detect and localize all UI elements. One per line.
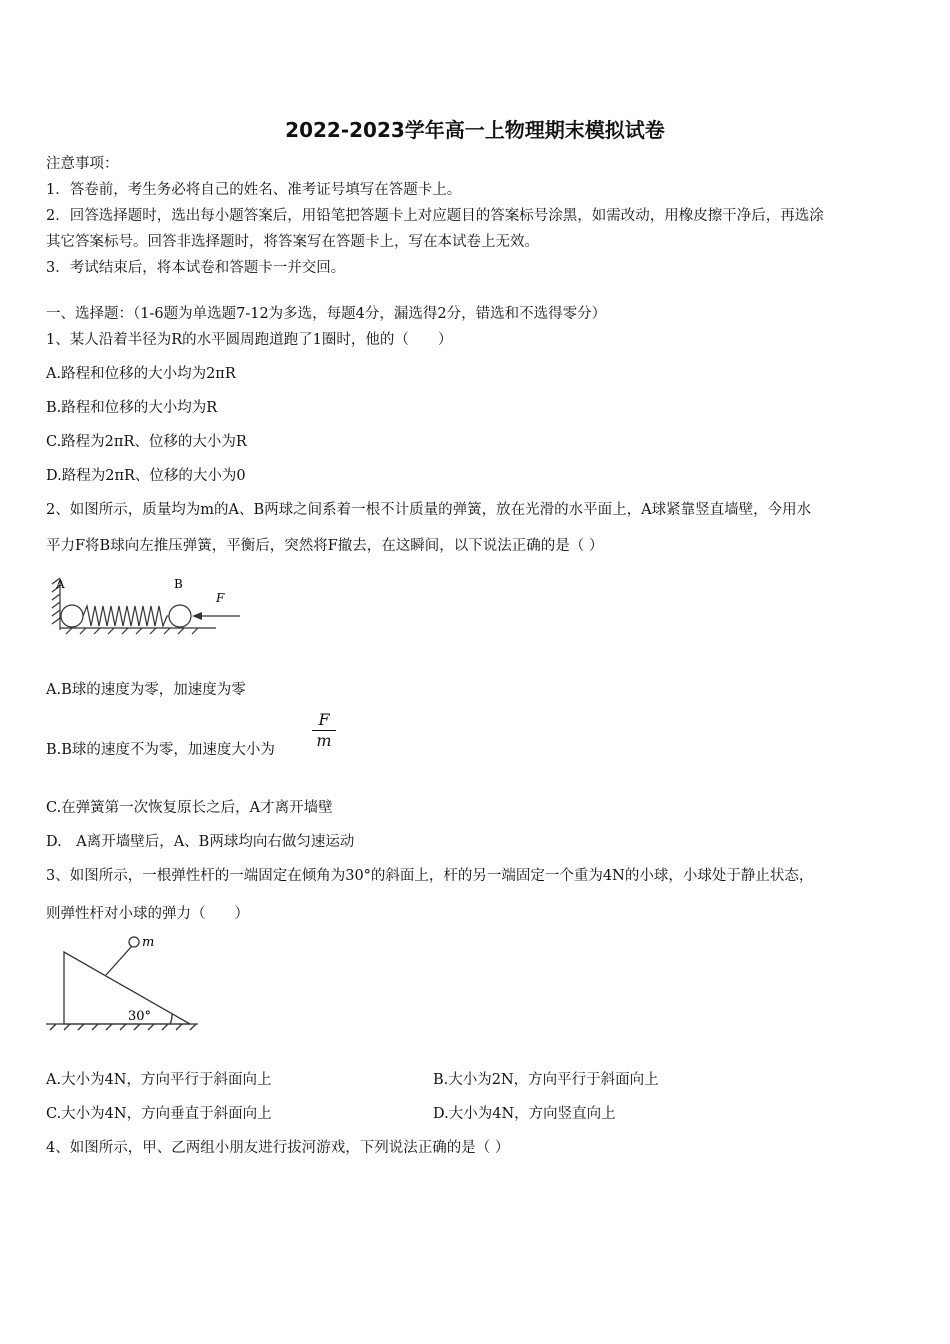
q3-option-b: B.大小为2N，方向平行于斜面向上: [433, 1072, 659, 1088]
q1-option-d: D.路程为2πR、位移的大小为0: [46, 468, 246, 484]
q2-option-d: D. A离开墙壁后，A、B两球均向右做匀速运动: [46, 834, 355, 850]
angle-arc: [170, 1014, 172, 1024]
notice-item-1: 1．答卷前，考生务必将自己的姓名、准考证号填写在答题卡上。: [46, 182, 462, 198]
q3-option-c: C.大小为4N，方向垂直于斜面向上: [46, 1106, 272, 1122]
notice-heading: 注意事项：: [46, 156, 119, 172]
fraction-f-over-m: [312, 710, 336, 751]
fraction-denominator: m: [316, 731, 332, 750]
q2-option-c: C.在弹簧第一次恢复原长之后，A才离开墙壁: [46, 800, 333, 816]
q3-option-d: D.大小为4N，方向竖直向上: [433, 1106, 616, 1122]
q4-stem: 4、如图所示，甲、乙两组小朋友进行拔河游戏，下列说法正确的是（ ）: [46, 1140, 510, 1156]
q2-spring-figure: [46, 572, 246, 636]
incline-triangle: [64, 952, 190, 1024]
label-a: A: [56, 577, 65, 591]
q2-stem-line1: 2、如图所示，质量均为m的A、B两球之间系着一根不计质量的弹簧，放在光滑的水平面上，A球紧靠竖直墙壁，今用水: [46, 502, 812, 518]
q1-stem: 1、某人沿着半径为R的水平圆周跑道跑了1圈时，他的（ ）: [46, 332, 453, 348]
q3-option-a: A.大小为4N，方向平行于斜面向上: [46, 1072, 272, 1088]
ball-m: [129, 937, 139, 947]
notice-item-2: 2．回答选择题时，选出每小题答案后，用铅笔把答题卡上对应题目的答案标号涂黑，如需改动，用橡皮擦干净后，再选涂: [46, 208, 824, 224]
q3-stem-line2: 则弹性杆对小球的弹力（ ）: [46, 906, 249, 922]
fraction-numerator: F: [312, 710, 336, 731]
notice-item-3: 3．考试结束后，将本试卷和答题卡一并交回。: [46, 260, 346, 276]
q3-stem-line1: 3、如图所示，一根弹性杆的一端固定在倾角为30°的斜面上，杆的另一端固定一个重为4N的小球，小球处于静止状态，: [46, 868, 814, 884]
section-heading: 一、选择题：（1-6题为单选题7-12为多选，每题4分，漏选得2分，错选和不选得零分）: [46, 306, 607, 322]
ball-a: [61, 605, 83, 627]
label-angle: 30°: [128, 1009, 152, 1024]
elastic-rod: [106, 946, 132, 975]
q2-option-b: B.B球的速度不为零，加速度大小为: [46, 742, 275, 758]
page-title: 2022-2023学年高一上物理期末模拟试卷: [285, 118, 665, 142]
q1-option-c: C.路程为2πR、位移的大小为R: [46, 434, 247, 450]
label-m: m: [142, 935, 155, 950]
q1-option-a: A.路程和位移的大小均为2πR: [46, 366, 236, 382]
label-f: F: [216, 591, 225, 605]
q2-option-a: A.B球的速度为零，加速度为零: [46, 682, 246, 698]
q3-incline-figure: [44, 930, 200, 1034]
q2-stem-line2: 平力F将B球向左推压弹簧，平衡后，突然将F撤去，在这瞬间，以下说法正确的是（ ）: [46, 538, 604, 554]
ball-b: [169, 605, 191, 627]
notice-item-2-cont: 其它答案标号。回答非选择题时，将答案写在答题卡上，写在本试卷上无效。: [46, 234, 539, 250]
label-b: B: [174, 577, 183, 591]
spring: [83, 606, 169, 626]
q1-option-b: B.路程和位移的大小均为R: [46, 400, 218, 416]
